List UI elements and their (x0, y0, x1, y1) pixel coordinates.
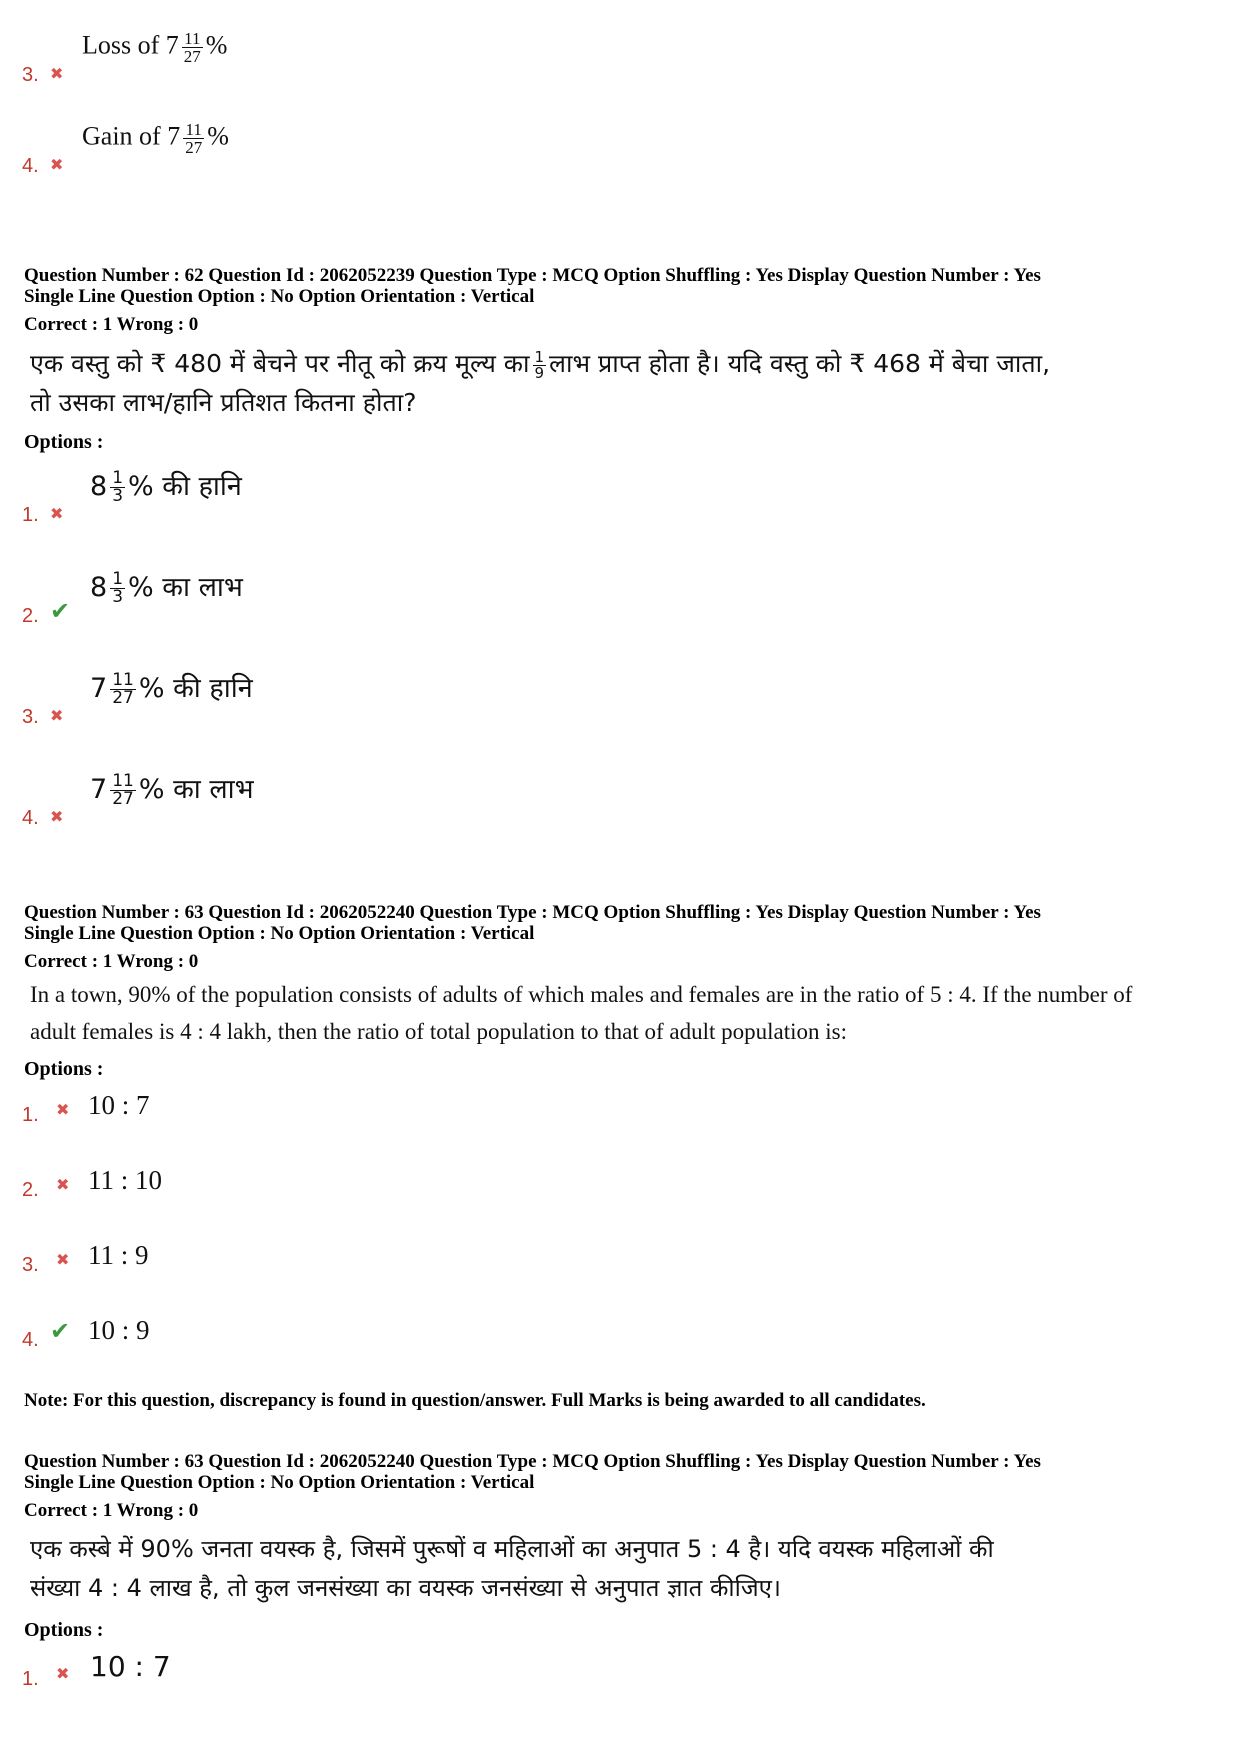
q63-hi-question-line-2: संख्या 4 : 4 लाख है, तो कुल जनसंख्या का वयस्क जनसंख्या से अनुपात ज्ञात कीजिए। (30, 1574, 782, 1602)
option-number: 3. (22, 1254, 39, 1276)
discrepancy-note: Note: For this question, discrepancy is found in question/answer. Full Marks is being awarded to all candidates. (24, 1390, 926, 1411)
option-number: 2. (22, 605, 39, 627)
option-number: 4. (22, 1329, 39, 1351)
q63-hi-options-label: Options : (24, 1619, 104, 1641)
q63-hi-meta-line-2: Single Line Question Option : No Option Orientation : Vertical (24, 1472, 535, 1493)
q62-meta-line-2: Single Line Question Option : No Option Orientation : Vertical (24, 286, 535, 307)
q62-question-line-2: तो उसका लाभ/हानि प्रतिशत कितना होता? (30, 388, 417, 417)
option-text: 8 $\frac{1}{3}$ % की हानि (90, 468, 242, 506)
q63-en-question-line-2: adult females is 4 : 4 lakh, then the ratio of total population to that of adult population is: (30, 1019, 847, 1044)
q63-en-marks: Correct : 1 Wrong : 0 (24, 951, 199, 972)
option-number: 3. (22, 64, 39, 86)
option-number: 2. (22, 1179, 39, 1201)
option-number: 1. (22, 1104, 39, 1126)
q63-hi-marks: Correct : 1 Wrong : 0 (24, 1500, 199, 1521)
wrong-icon: ✖ (56, 1100, 70, 1119)
option-text: Loss of 7 $\frac{11}{27}$ % (82, 29, 228, 66)
q63-en-meta-line-2: Single Line Question Option : No Option Orientation : Vertical (24, 923, 535, 944)
option-text: 10 : 7 (88, 1090, 150, 1120)
q62-question-line-1: एक वस्तु को ₹ 480 में बेचने पर नीतू को क्रय मूल्य का $\frac{1}{9}$ लाभ प्राप्त होता है। यदि वस्तु को ₹ 468 में बेचा जाता, (30, 347, 1051, 382)
correct-check-icon: ✔ (50, 597, 71, 625)
wrong-icon: ✖ (56, 1664, 70, 1683)
q62-meta-line-1: Question Number : 62 Question Id : 2062052239 Question Type : MCQ Option Shuffling : Yes Display Question Number : Yes (24, 265, 1041, 286)
wrong-icon: ✖ (56, 1175, 70, 1194)
option-number: 3. (22, 706, 39, 728)
q63-en-options-label: Options : (24, 1058, 104, 1080)
wrong-icon: ✖ (56, 1250, 70, 1269)
q62-marks: Correct : 1 Wrong : 0 (24, 314, 199, 335)
option-text: 7 $\frac{11}{27}$ % का लाभ (90, 771, 254, 809)
q63-en-question-line-1: In a town, 90% of the population consists of adults of which males and females are in the ratio of 5 : 4. If the number of (30, 982, 1133, 1007)
q63-hi-meta-line-1: Question Number : 63 Question Id : 2062052240 Question Type : MCQ Option Shuffling : Yes Display Question Number : Yes (24, 1451, 1041, 1472)
option-text: Gain of 7 $\frac{11}{27}$ % (82, 120, 229, 157)
q63-hi-question-line-1: एक कस्बे में 90% जनता वयस्क है, जिसमें पुरूषों व महिलाओं का अनुपात 5 : 4 है। यदि वयस्क महिलाओं की (30, 1535, 994, 1563)
q63-en-meta-line-1: Question Number : 63 Question Id : 2062052240 Question Type : MCQ Option Shuffling : Yes Display Question Number : Yes (24, 902, 1041, 923)
correct-check-icon: ✔ (50, 1317, 71, 1345)
option-text: 10 : 9 (88, 1315, 150, 1345)
option-number: 1. (22, 1668, 39, 1690)
option-number: 4. (22, 155, 39, 177)
option-text: 7 $\frac{11}{27}$ % की हानि (90, 670, 253, 708)
option-number: 1. (22, 504, 39, 526)
wrong-icon: ✖ (50, 706, 64, 725)
option-text: 11 : 10 (88, 1165, 162, 1195)
wrong-icon: ✖ (50, 64, 64, 83)
q62-options-label: Options : (24, 431, 104, 453)
option-text: 11 : 9 (88, 1240, 149, 1270)
option-text: 10 : 7 (90, 1650, 171, 1683)
wrong-icon: ✖ (50, 504, 64, 523)
option-text: 8 $\frac{1}{3}$ % का लाभ (90, 569, 243, 607)
wrong-icon: ✖ (50, 807, 64, 826)
wrong-icon: ✖ (50, 155, 64, 174)
option-number: 4. (22, 807, 39, 829)
